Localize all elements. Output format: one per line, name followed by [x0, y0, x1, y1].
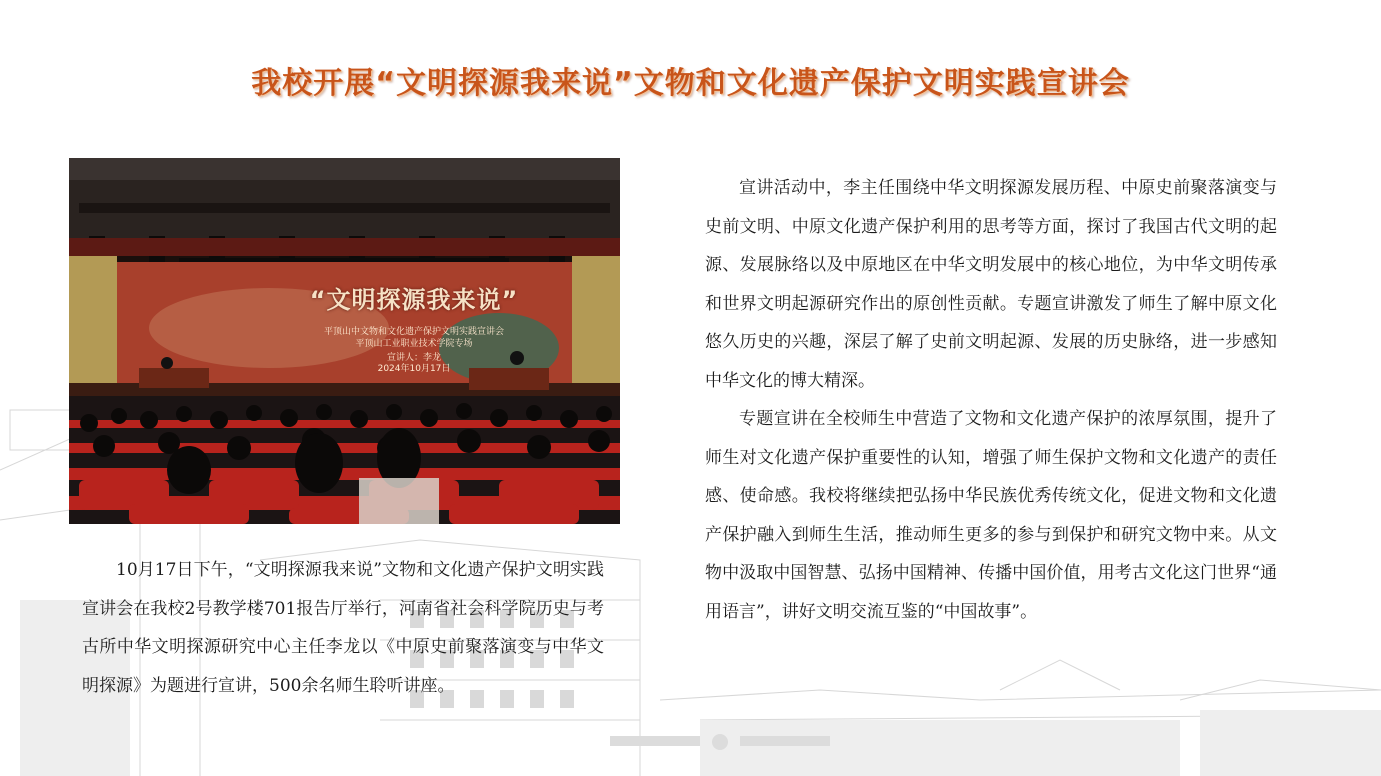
event-details-text [705, 169, 1277, 631]
paragraph: 宣讲活动中，李主任围绕中华文明探源发展历程、中原史前聚落演变与史前文明、中原文化遗产保护利用的思考等方面，探讨了我国古代文明的起源、发展脉络以及中原地区在中华文明发展中的核心地位，为中华文明传承和世界文明起源研究作出的原创性贡献。专题宣讲激发了师生了解中原文化悠久历史的兴趣，深层了解了史前文明起源、发展的历史脉络，进一步感知中华文化的博大精深。 [705, 178, 1277, 391]
screen-subtitle-line: 平顶山工业职业技术学院专场 [355, 339, 473, 349]
page-title: 我校开展“文明探源我来说”文物和文化遗产保护文明实践宣讲会 [251, 66, 1130, 101]
screen-speaker-line: 宣讲人：李龙 [386, 353, 441, 363]
paragraph: 10月17日下午，“文明探源我来说”文物和文化遗产保护文明实践宣讲会在我校2号教学楼701报告厅举行，河南省社会科学院历史与考古所中华文明探源研究中心主任李龙以《中原史前聚落演变与中华文明探源》为题进行宣讲，500余名师生聆听讲座。 [82, 560, 604, 696]
lecture-hall-photo [69, 158, 620, 524]
screen-subtitle-line: 平顶山中文物和文化遗产保护文明实践宣讲会 [323, 327, 504, 337]
event-summary-text [82, 551, 604, 705]
screen-heading: “文明探源我来说” [309, 286, 519, 314]
screen-date-line: 2024年10月17日 [377, 364, 451, 374]
paragraph: 专题宣讲在全校师生中营造了文物和文化遗产保护的浓厚氛围，提升了师生对文化遗产保护重要性的认知，增强了师生保护文物和文化遗产的责任感、使命感。我校将继续把弘扬中华民族优秀传统文化，促进文物和文化遗产保护融入到师生生活，推动师生更多的参与到保护和研究文物中来。从文物中汲取中国智慧、弘扬中国精神、传播中国价值，用考古文化这门世界“通用语言”，讲好文明交流互鉴的“中国故事”。 [705, 409, 1277, 622]
